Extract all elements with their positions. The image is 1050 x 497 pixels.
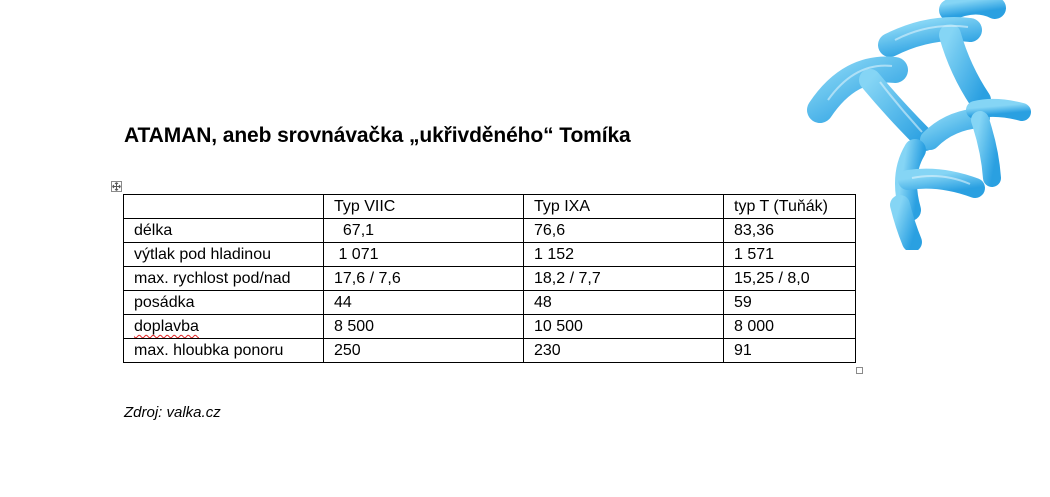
table-cell[interactable]: 15,25 / 8,0 [724,267,856,291]
table-cell[interactable]: 1 152 [524,243,724,267]
table-row [124,243,856,267]
brush-strokes [820,3,1022,242]
spellcheck-word[interactable]: doplavba [134,318,199,335]
header-cell[interactable]: Typ VIIC [324,195,524,219]
table-cell[interactable]: 59 [724,291,856,315]
row-label-cell[interactable]: max. rychlost pod/nad [124,267,324,291]
table-cell[interactable]: 1 071 [324,243,524,267]
brush-logo [800,0,1050,250]
table-row [124,267,856,291]
table-cell[interactable]: 250 [324,339,524,363]
row-label-cell[interactable] [124,315,324,339]
table-cell[interactable]: 18,2 / 7,7 [524,267,724,291]
table-cell[interactable]: 48 [524,291,724,315]
row-label-cell[interactable]: výtlak pod hladinou [124,243,324,267]
table-cell[interactable]: 67,1 [324,219,524,243]
table-cell[interactable]: 10 500 [524,315,724,339]
header-cell[interactable]: Typ IXA [524,195,724,219]
table-move-icon[interactable] [111,181,122,192]
table-cell[interactable]: 91 [724,339,856,363]
table-cell[interactable]: 44 [324,291,524,315]
table-resize-icon[interactable] [856,367,863,374]
move-arrows-icon [112,182,121,191]
header-cell[interactable] [124,195,324,219]
table-cell[interactable]: 17,6 / 7,6 [324,267,524,291]
table-cell[interactable]: 8 500 [324,315,524,339]
comparison-table[interactable] [123,194,856,363]
table-row [124,339,856,363]
table-cell[interactable]: 1 571 [724,243,856,267]
source-note: Zdroj: valka.cz [124,404,221,421]
table-cell[interactable]: 8 000 [724,315,856,339]
row-label-cell[interactable]: max. hloubka ponoru [124,339,324,363]
table-row [124,291,856,315]
header-cell[interactable]: typ T (Tuňák) [724,195,856,219]
table-cell[interactable]: 83,36 [724,219,856,243]
table-row [124,219,856,243]
table-cell[interactable]: 230 [524,339,724,363]
row-label-cell[interactable]: délka [124,219,324,243]
row-label-cell[interactable]: posádka [124,291,324,315]
table-row [124,315,856,339]
table-cell[interactable]: 76,6 [524,219,724,243]
table-header-row [124,195,856,219]
document-title: ATAMAN, aneb srovnávačka „ukřivděného“ Tomíka [124,124,631,147]
